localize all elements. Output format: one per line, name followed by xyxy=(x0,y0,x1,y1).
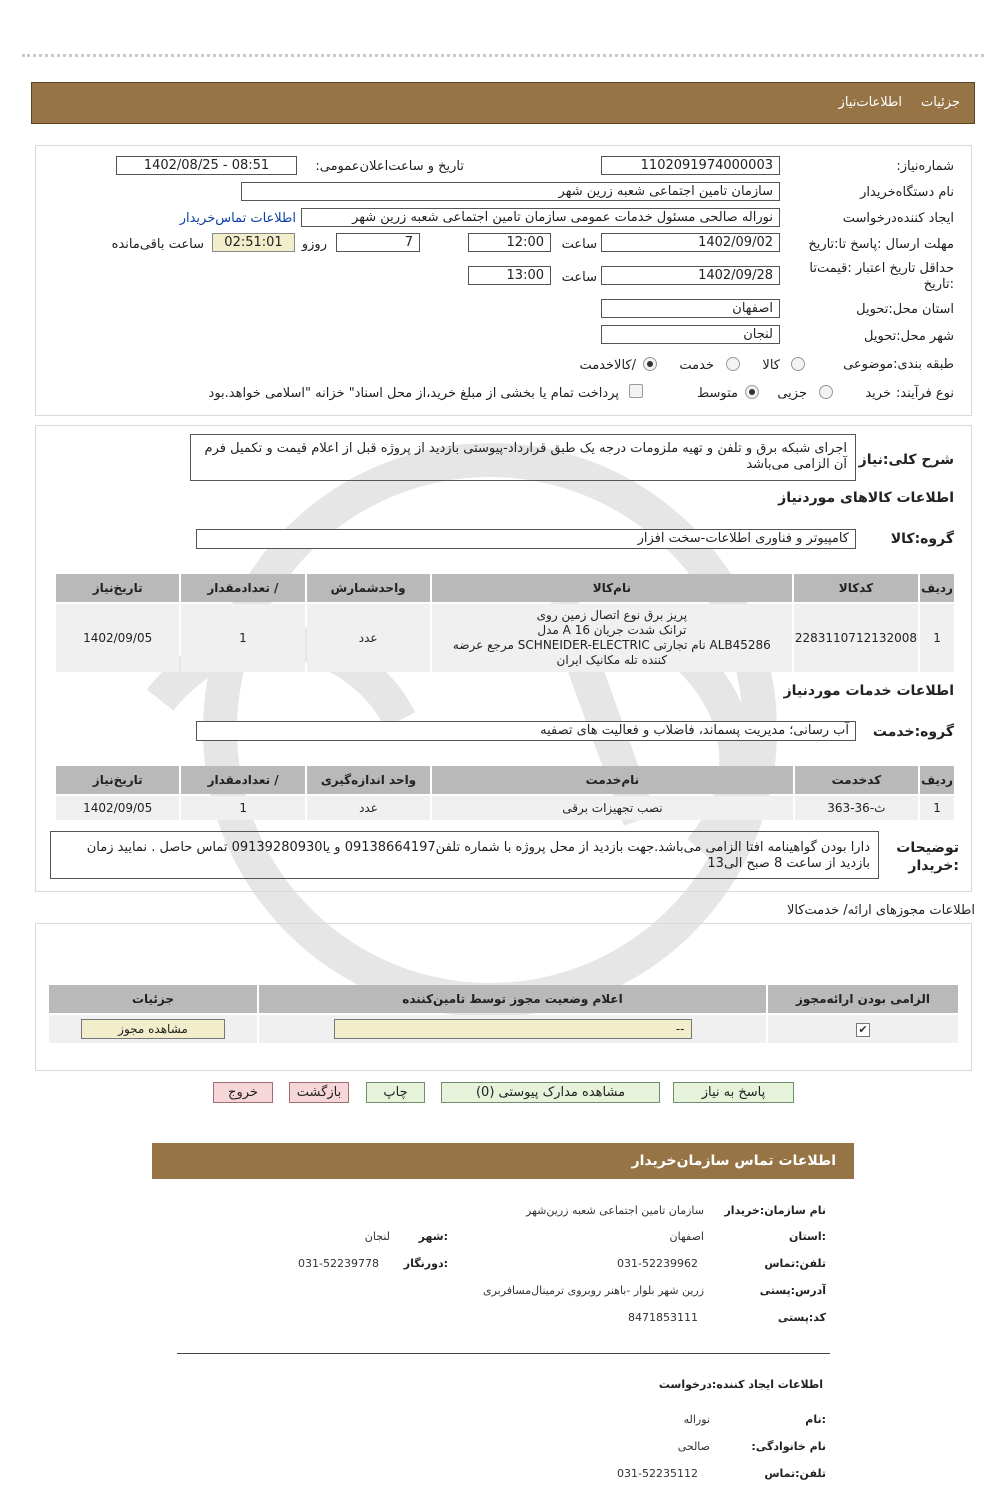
contact-province-label: :استان xyxy=(789,1230,826,1243)
goods-section-title: اطلاعات کالاهای موردنیاز xyxy=(778,490,954,506)
permit-required-cell xyxy=(768,1015,958,1043)
creator-family-label: نام خانوادگی: xyxy=(751,1440,826,1453)
reply-deadline-label: مهلت ارسال :پاسخ تا:تاریخ xyxy=(808,237,954,252)
goods-row-number: 1 xyxy=(920,604,954,672)
days-field: 7 xyxy=(336,233,420,252)
goods-row-date: 1402/09/05 xyxy=(56,604,179,672)
goods-group-label: گروه:کالا xyxy=(890,531,954,547)
process-buy: خرید xyxy=(865,386,891,401)
goods-col-name: نام‌کالا xyxy=(432,574,792,602)
contact-address-label: آدرس:پستی xyxy=(759,1284,826,1297)
permits-title: اطلاعات مجوزهای ارائه/ خدمت‌کالا xyxy=(786,903,975,918)
permit-col-required: الزامی بودن ارائه‌مجوز xyxy=(768,985,958,1013)
permit-required-checkbox: ✔ xyxy=(856,1023,870,1037)
process-minor-radio[interactable] xyxy=(819,385,833,399)
service-row-unit: عدد xyxy=(307,796,430,820)
creator-phone-label: تلفن:تماس xyxy=(764,1467,826,1480)
service-col-qty: / تعدادمقدار xyxy=(181,766,304,794)
need-number-field: 1102091974000003 xyxy=(601,156,780,175)
description-box: اجرای شبکه برق و تلفن و تهیه ملزومات درجه یک طبق قرارداد-پیوستی بازدید از پروژه قبل از اعلام قیمت و تکمیل فرم آن الزامی می‌باشد xyxy=(190,434,856,481)
contact-fax: 031-52239778 xyxy=(298,1257,379,1270)
buyer-notes-label-line2: :خریدار xyxy=(908,858,959,874)
goods-name-line4: کننده تله مکانیک ایران xyxy=(556,653,668,667)
permit-col-details: جزئیات xyxy=(49,985,257,1013)
attachments-button[interactable]: مشاهده مدارک پیوستی (0) xyxy=(441,1082,660,1103)
process-medium-radio[interactable] xyxy=(745,385,759,399)
goods-col-unit: واحدشمارش xyxy=(307,574,430,602)
goods-table-row xyxy=(56,604,954,672)
contact-phone: 031-52239962 xyxy=(617,1257,698,1270)
service-row-name: نصب تجهیزات برقی xyxy=(432,796,793,820)
validity-label-line2: :تاریخ xyxy=(923,277,954,292)
goods-table xyxy=(54,572,956,674)
services-table-row xyxy=(56,796,954,820)
permit-status-cell xyxy=(259,1015,766,1043)
remaining-label: ساعت باقی‌مانده xyxy=(111,237,204,252)
goods-col-code: کدکالا xyxy=(794,574,918,602)
service-group-field: آب رسانی؛ مدیریت پسماند، فاضلاب و فعالیت های تصفیه xyxy=(196,721,856,741)
goods-row-name xyxy=(432,604,792,672)
tab-details[interactable]: جزئیات xyxy=(921,95,960,110)
category-service-label: خدمت xyxy=(679,358,714,373)
top-dotted-divider xyxy=(22,54,984,57)
creator-info-title: اطلاعات ایجاد کننده:درخواست xyxy=(658,1378,823,1391)
contact-city: لنجان xyxy=(364,1230,390,1243)
process-medium-label: متوسط xyxy=(697,386,738,401)
contact-fax-label: :دورنگار xyxy=(403,1257,448,1270)
process-label: نوع فرآیند: xyxy=(896,386,954,401)
category-service-radio[interactable] xyxy=(726,357,740,371)
need-number-label: شماره‌نیاز: xyxy=(896,159,954,174)
contact-title: اطلاعات تماس سازمان‌خریدار xyxy=(631,1153,836,1169)
permits-table xyxy=(47,983,960,1045)
creator-name-label: :نام xyxy=(805,1413,826,1426)
contact-org: سازمان تامین اجتماعی شعبه زرین‌شهر xyxy=(526,1204,704,1217)
buyer-notes-box: دارا بودن گواهینامه افتا الزامی می‌باشد.جهت بازدید از محل پروژه با شماره تلفن09138664197 و یا09139280930 تماس حاصل . نمایید زمان بازدید از ساعت 8 صبح الی13 xyxy=(50,831,879,879)
contact-province: اصفهان xyxy=(669,1230,704,1243)
goods-group-field: کامپیوتر و فناوری اطلاعات-سخت افزار xyxy=(196,529,856,549)
category-label: طبقه بندی:موضوعی xyxy=(843,357,954,372)
creator-family: صالحی xyxy=(677,1440,710,1453)
goods-name-line3: ALB45286 نام تجارتی SCHNEIDER-ELECTRIC مرجع عرضه xyxy=(452,638,771,652)
service-row-qty: 1 xyxy=(181,796,304,820)
goods-row-qty: 1 xyxy=(181,604,304,672)
permit-col-status: اعلام وضعیت مجوز توسط تامین‌کننده xyxy=(259,985,766,1013)
creator-label: ایجاد کننده‌درخواست xyxy=(842,211,954,226)
contact-address: زرین شهر بلوار -باهنر روبروی ترمینال‌مسافربری xyxy=(482,1284,704,1297)
goods-name-line1: پریز برق نوع اتصال زمین روی xyxy=(536,608,688,622)
category-goods-label: کالا xyxy=(762,358,780,373)
creator-name: نوراله xyxy=(683,1413,710,1426)
announce-field: 1402/08/25 - 08:51 xyxy=(116,156,297,175)
header-bar xyxy=(31,82,975,124)
view-permit-button[interactable]: مشاهده مجوز xyxy=(81,1019,225,1039)
service-col-unit: واحد اندازه‌گیری xyxy=(307,766,430,794)
goods-row-unit: عدد xyxy=(307,604,430,672)
goods-col-row: ردیف xyxy=(920,574,954,602)
exit-button[interactable]: خروج xyxy=(213,1082,273,1103)
announce-label: تاریخ و ساعت‌اعلان‌عمومی: xyxy=(315,159,464,174)
days-label: روزو xyxy=(301,237,327,252)
remaining-time: 02:51:01 xyxy=(212,233,295,252)
validity-time-label: ساعت xyxy=(561,270,597,285)
reply-time-field: 12:00 xyxy=(468,233,551,252)
goods-col-qty: / تعدادمقدار xyxy=(181,574,304,602)
permit-status-field: -- xyxy=(334,1019,692,1039)
validity-label-line1: حداقل تاریخ اعتبار :قیمت‌تا xyxy=(809,261,954,276)
service-row-code: ث-36-363 xyxy=(795,796,918,820)
service-col-date: تاریخ‌نیاز xyxy=(56,766,179,794)
services-table xyxy=(54,764,956,822)
goods-col-date: تاریخ‌نیاز xyxy=(56,574,179,602)
contact-city-label: :شهر xyxy=(418,1230,448,1243)
city-label: شهر محل:تحویل xyxy=(864,329,954,344)
permit-details-cell xyxy=(49,1015,257,1043)
service-col-row: ردیف xyxy=(920,766,954,794)
services-section-title: اطلاعات خدمات موردنیاز xyxy=(783,683,954,699)
buyer-org-label: نام دستگاه‌خریدار xyxy=(860,185,954,200)
contact-org-label: نام سازمان:خریدار xyxy=(724,1204,826,1217)
category-goods-radio[interactable] xyxy=(791,357,805,371)
service-row-date: 1402/09/05 xyxy=(56,796,179,820)
contact-header xyxy=(152,1143,854,1179)
tab-need-info[interactable]: اطلاعات‌نیاز xyxy=(838,95,902,110)
category-both-label: /کالاخدمت xyxy=(579,358,636,373)
creator-field: نوراله صالحی مسئول خدمات عمومی سازمان تامین اجتماعی شعبه زرین شهر xyxy=(301,208,780,227)
province-field: اصفهان xyxy=(601,299,780,318)
service-col-code: کدخدمت xyxy=(795,766,918,794)
buyer-contact-link[interactable]: اطلاعات تماس‌خریدار xyxy=(179,211,296,226)
contact-postal: 8471853111 xyxy=(628,1311,698,1324)
validity-date-field: 1402/09/28 xyxy=(601,266,780,285)
creator-phone: 031-52235112 xyxy=(617,1467,698,1480)
payment-note: پرداخت تمام یا بخشی از مبلغ خرید،از محل اسناد" خزانه "اسلامی خواهد.بود xyxy=(208,386,619,401)
back-button[interactable]: بازگشت xyxy=(289,1082,349,1103)
reply-date-field: 1402/09/02 xyxy=(601,233,780,252)
permits-table-row xyxy=(49,1015,958,1043)
buyer-notes-label-line1: توضیحات xyxy=(896,840,959,856)
province-label: استان محل:تحویل xyxy=(856,302,954,317)
print-button[interactable]: چاپ xyxy=(366,1082,425,1103)
contact-divider xyxy=(177,1353,830,1354)
service-row-number: 1 xyxy=(920,796,954,820)
contact-phone-label: تلفن:تماس xyxy=(764,1257,826,1270)
category-both-radio[interactable] xyxy=(643,357,657,371)
buyer-org-field: سازمان تامین اجتماعی شعبه زرین شهر xyxy=(241,182,780,201)
contact-postal-label: کد:پستی xyxy=(777,1311,826,1324)
process-minor-label: جزیی xyxy=(777,386,807,401)
reply-button[interactable]: پاسخ به نیاز xyxy=(673,1082,794,1103)
goods-name-line2: ترانک شدت جریان 16 A مدل xyxy=(537,623,687,637)
validity-time-field: 13:00 xyxy=(468,266,551,285)
reply-time-label: ساعت xyxy=(561,237,597,252)
service-col-name: نام‌خدمت xyxy=(432,766,793,794)
city-field: لنجان xyxy=(601,325,780,344)
treasury-payment-checkbox[interactable] xyxy=(629,384,643,398)
description-label: شرح کلی:نیاز xyxy=(858,452,954,468)
service-group-label: گروه:خدمت xyxy=(872,724,954,740)
goods-row-code: 2283110712132008 xyxy=(794,604,918,672)
